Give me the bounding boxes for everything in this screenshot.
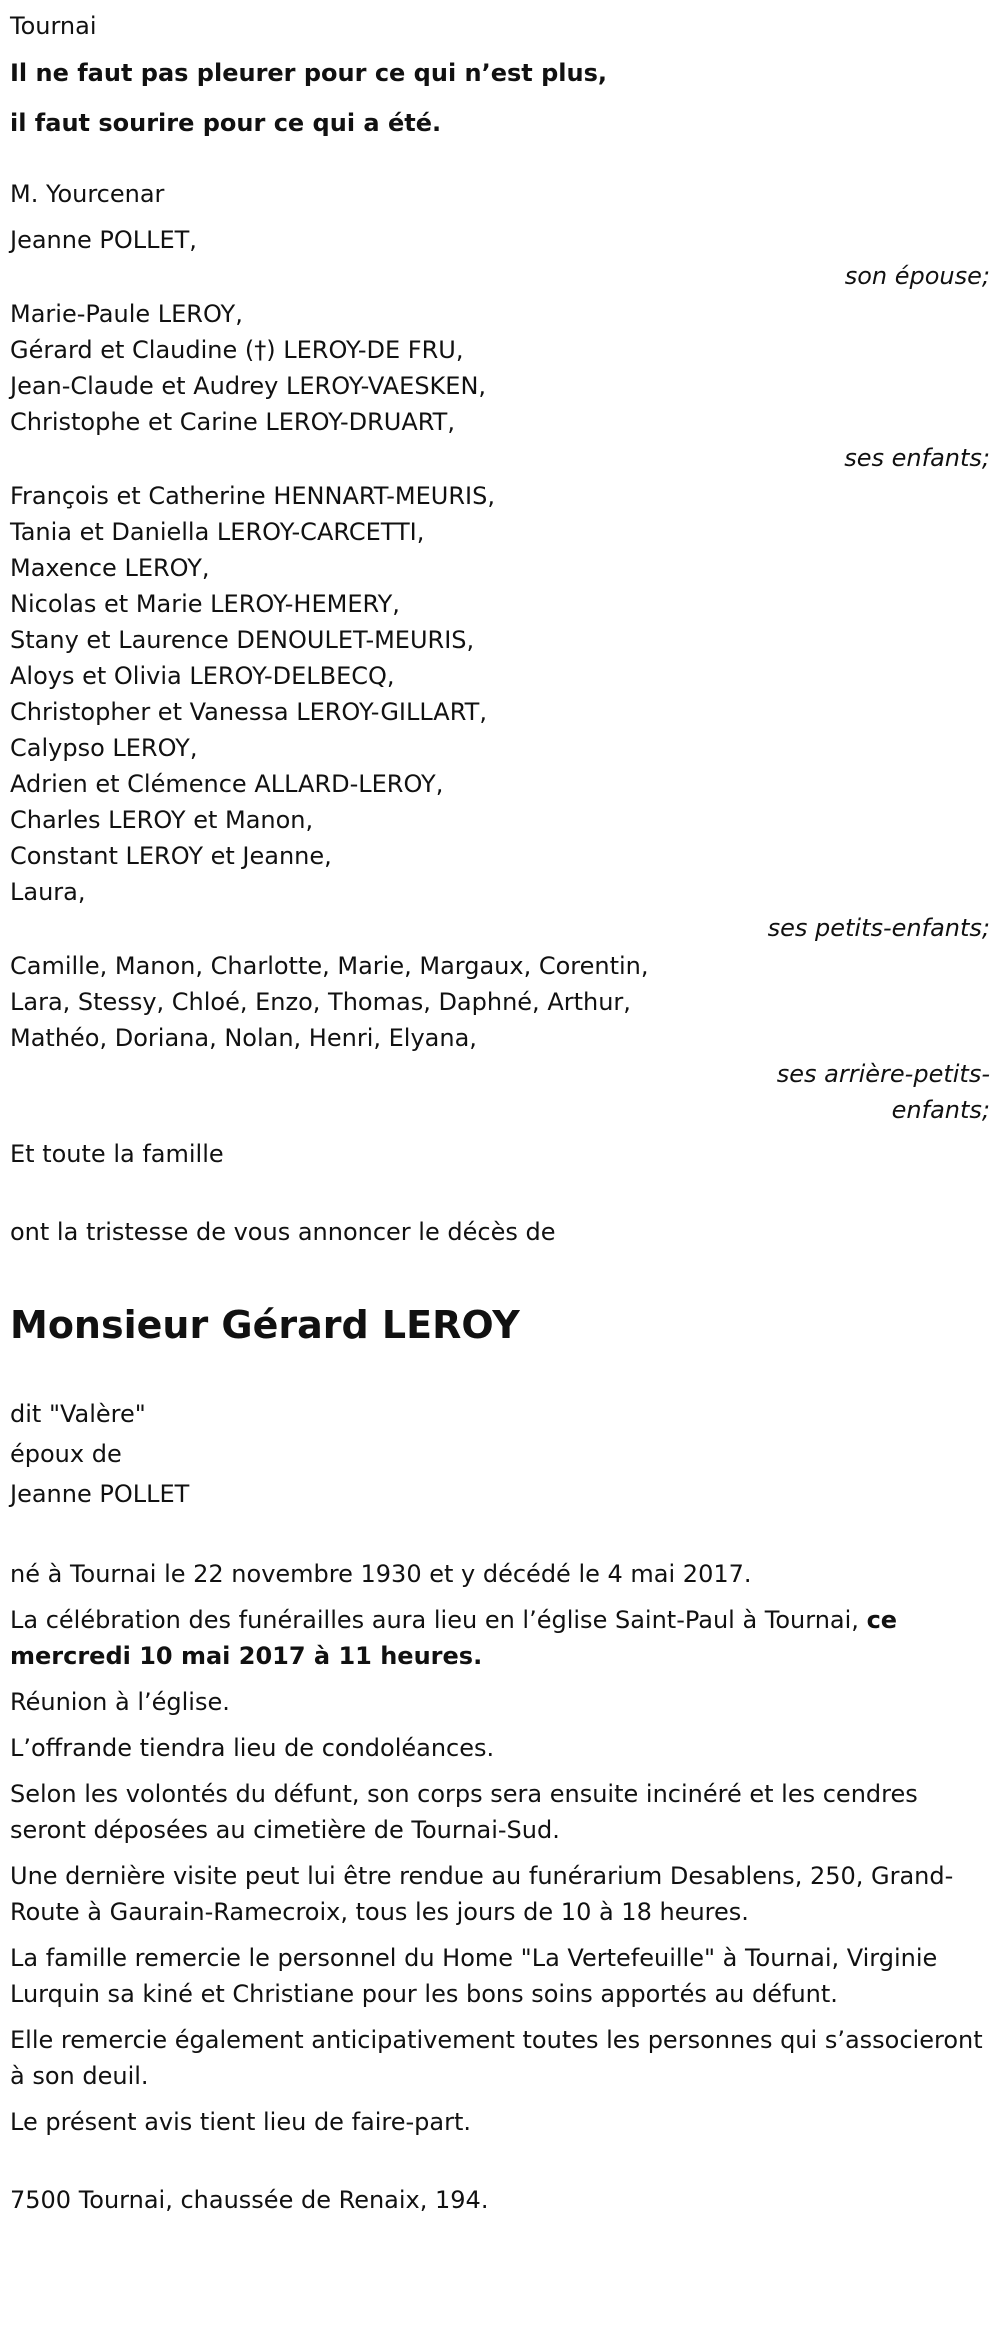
quote-author: M. Yourcenar <box>10 180 165 208</box>
family-role: son épouse; <box>844 262 990 290</box>
family-group <box>10 948 990 1128</box>
quote-line: Il ne faut pas pleurer pour ce qui n’est plus, <box>10 59 608 87</box>
family-groups <box>10 222 990 1128</box>
family-member: Tania et Daniella LEROY-CARCETTI, <box>10 518 425 546</box>
paragraph: La famille remercie le personnel du Home "La Vertefeuille" à Tournai, Virginie Lurquin sa kiné et Christiane pour les bons soins apportés au défunt. <box>10 1944 938 2008</box>
deceased-name: Monsieur Gérard LEROY <box>10 1303 520 1347</box>
paragraph: L’offrande tiendra lieu de condoléances. <box>10 1734 495 1762</box>
family-group <box>10 222 990 294</box>
detail-line: époux de <box>10 1440 122 1468</box>
family-member: Gérard et Claudine (†) LEROY-DE FRU, <box>10 336 464 364</box>
family-member: Camille, Manon, Charlotte, Marie, Margaux, Corentin, <box>10 952 649 980</box>
family-member: Christopher et Vanessa LEROY-GILLART, <box>10 698 487 726</box>
family-member: Christophe et Carine LEROY-DRUART, <box>10 408 455 436</box>
details <box>10 1394 990 1514</box>
family-role: ses arrière-petits-enfants; <box>776 1060 990 1124</box>
paragraph: Elle remercie également anticipativement toutes les personnes qui s’associeront à son deuil. <box>10 2026 983 2090</box>
ceremony-date: ce mercredi 10 mai 2017 à 11 heures. <box>10 1606 898 1670</box>
paragraph: Selon les volontés du défunt, son corps sera ensuite incinéré et les cendres seront déposées au cimetière de Tournai-Sud. <box>10 1780 918 1844</box>
family-member: Adrien et Clémence ALLARD-LEROY, <box>10 770 444 798</box>
family-member: François et Catherine HENNART-MEURIS, <box>10 482 495 510</box>
family-member: Jeanne POLLET, <box>10 226 197 254</box>
family-member: Charles LEROY et Manon, <box>10 806 314 834</box>
address: 7500 Tournai, chaussée de Renaix, 194. <box>10 2186 489 2214</box>
paragraph: Une dernière visite peut lui être rendue au funérarium Desablens, 250, Grand-Route à Gaurain-Ramecroix, tous les jours de 10 à 18 heures. <box>10 1862 954 1926</box>
city: Tournai <box>10 12 97 40</box>
family-member: Jean-Claude et Audrey LEROY-VAESKEN, <box>10 372 487 400</box>
family-member: Calypso LEROY, <box>10 734 198 762</box>
family-member: Stany et Laurence DENOULET-MEURIS, <box>10 626 475 654</box>
detail-line: Jeanne POLLET <box>10 1480 190 1508</box>
family-group <box>10 296 990 476</box>
ceremony-text: La célébration des funérailles aura lieu en l’église Saint-Paul à Tournai, <box>10 1606 867 1634</box>
detail-line: dit "Valère" <box>10 1400 146 1428</box>
family-member: Lara, Stessy, Chloé, Enzo, Thomas, Daphné, Arthur, <box>10 988 631 1016</box>
quote-line: il faut sourire pour ce qui a été. <box>10 109 442 137</box>
paragraphs <box>10 1684 990 2140</box>
announcement: ont la tristesse de vous annoncer le décès de <box>10 1218 556 1246</box>
family-member: Nicolas et Marie LEROY-HEMERY, <box>10 590 400 618</box>
paragraph: Réunion à l’église. <box>10 1688 230 1716</box>
birth-death: né à Tournai le 22 novembre 1930 et y décédé le 4 mai 2017. <box>10 1560 752 1588</box>
family: Et toute la famille <box>10 1140 224 1168</box>
family-member: Constant LEROY et Jeanne, <box>10 842 332 870</box>
family-group <box>10 478 990 946</box>
quote <box>10 48 990 148</box>
paragraph: Le présent avis tient lieu de faire-part. <box>10 2108 472 2136</box>
family-role: ses petits-enfants; <box>767 914 990 942</box>
family-member: Mathéo, Doriana, Nolan, Henri, Elyana, <box>10 1024 477 1052</box>
family-role: ses enfants; <box>844 444 990 472</box>
ceremony <box>10 1602 990 1674</box>
family-member: Aloys et Olivia LEROY-DELBECQ, <box>10 662 395 690</box>
family-member: Laura, <box>10 878 86 906</box>
family-member: Maxence LEROY, <box>10 554 210 582</box>
family-member: Marie-Paule LEROY, <box>10 300 243 328</box>
